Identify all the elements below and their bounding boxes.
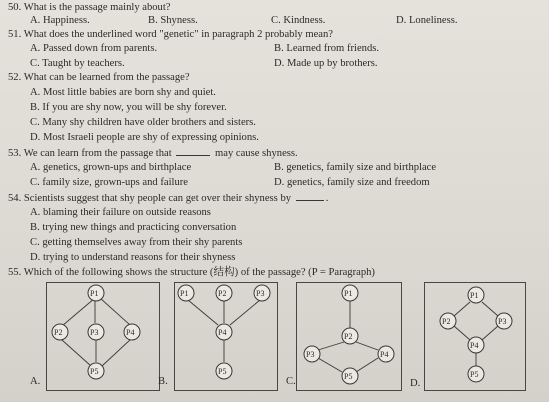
q53-stem-before: 53. We can learn from the passage that xyxy=(8,148,172,159)
svg-text:P2: P2 xyxy=(218,289,227,298)
diagram-d-edge-p1-p2 xyxy=(454,302,470,316)
svg-text:P4: P4 xyxy=(380,350,389,359)
q54-option-a: A. blaming their failure on outside reasons xyxy=(30,207,211,218)
diagram-b-label: B. xyxy=(158,376,168,387)
diagram-b-edge-p3-p4 xyxy=(230,300,260,325)
q50-option-d: D. Loneliness. xyxy=(396,15,458,26)
svg-text:P1: P1 xyxy=(180,289,189,298)
diagram-b-node-p4 xyxy=(216,324,232,340)
svg-text:P3: P3 xyxy=(306,350,315,359)
diagram-c-node-p4 xyxy=(378,346,394,362)
diagram-d-edge-p3-p4 xyxy=(482,326,498,340)
svg-text:P2: P2 xyxy=(54,328,63,337)
diagram-a-edge-p4-p5 xyxy=(102,339,131,366)
question-51-stem: 51. What does the underlined word "genetic" in paragraph 2 probably mean? xyxy=(8,29,333,40)
q53-stem-after: may cause shyness. xyxy=(215,148,298,159)
diagram-a-node-p1 xyxy=(88,285,104,301)
question-55-stem: 55. Which of the following shows the structure (结构) of the passage? (P = Paragraph) xyxy=(8,267,375,278)
diagram-c-label: C. xyxy=(286,376,296,387)
svg-text:P4: P4 xyxy=(218,328,227,337)
diagram-d-node-p4 xyxy=(468,337,484,353)
diagram-c-node-p5 xyxy=(342,368,358,384)
structure-diagram-a xyxy=(46,282,160,394)
diagram-c-edge-p2-p4 xyxy=(356,342,378,350)
q53-option-d: D. genetics, family size and freedom xyxy=(274,177,430,188)
q50-option-a: A. Happiness. xyxy=(30,15,90,26)
q54-stem-after: . xyxy=(325,193,329,204)
diagram-a-node-p5 xyxy=(88,363,104,379)
diagram-d-label: D. xyxy=(410,378,421,389)
structure-diagram-c xyxy=(296,282,402,394)
q50-option-c: C. Kindness. xyxy=(271,15,326,26)
diagram-d-node-p1 xyxy=(468,287,484,303)
svg-text:P1: P1 xyxy=(90,289,99,298)
svg-text:P3: P3 xyxy=(256,289,265,298)
svg-text:P1: P1 xyxy=(344,289,353,298)
diagram-c-node-p1 xyxy=(342,285,358,301)
q54-answer-blank xyxy=(296,192,324,201)
q53-option-c: C. family size, grown-ups and failure xyxy=(30,177,188,188)
q53-option-b: B. genetics, family size and birthplace xyxy=(274,162,437,173)
q54-option-c: C. getting themselves away from their shy parents xyxy=(30,237,243,248)
svg-text:P3: P3 xyxy=(90,328,99,337)
diagram-c-node-p2 xyxy=(342,328,358,344)
diagram-c-edge-p2-p3 xyxy=(318,342,344,350)
svg-text:P3: P3 xyxy=(498,317,507,326)
diagram-d-node-p5 xyxy=(468,366,484,382)
diagram-d-edge-p1-p3 xyxy=(482,302,498,316)
structure-diagram-b xyxy=(174,282,278,394)
q52-option-c: C. Many shy children have older brothers and sisters. xyxy=(30,117,256,128)
svg-text:P5: P5 xyxy=(218,367,227,376)
diagram-a-edge-p2-p5 xyxy=(62,340,91,366)
diagram-a-label: A. xyxy=(30,376,41,387)
diagram-d-edge-p2-p4 xyxy=(454,326,470,340)
svg-text:P2: P2 xyxy=(344,332,353,341)
svg-text:P5: P5 xyxy=(344,372,353,381)
diagram-c-edge-p3-p5 xyxy=(318,358,342,372)
diagram-b-node-p2 xyxy=(216,285,232,301)
diagram-d-node-p3 xyxy=(496,313,512,329)
structure-diagram-d xyxy=(424,282,526,394)
question-53-stem xyxy=(8,147,298,160)
svg-text:P2: P2 xyxy=(442,317,451,326)
q52-option-d: D. Most Israeli people are shy of expressing opinions. xyxy=(30,132,259,143)
svg-text:P4: P4 xyxy=(470,341,479,350)
q54-option-d: D. trying to understand reasons for their shyness xyxy=(30,252,236,263)
diagram-b-edge-p1-p4 xyxy=(188,300,218,325)
diagram-b-node-p5 xyxy=(216,363,232,379)
q54-option-b: B. trying new things and practicing conversation xyxy=(30,222,237,233)
svg-text:P5: P5 xyxy=(90,367,99,376)
diagram-a-edge-p1-p2 xyxy=(62,298,95,326)
diagram-c-edge-p4-p5 xyxy=(356,358,378,372)
diagram-a-edge-p1-p4 xyxy=(100,298,130,325)
q52-option-a: A. Most little babies are born shy and quiet. xyxy=(30,87,216,98)
diagram-a-node-p3 xyxy=(88,324,104,340)
diagram-b-node-p1 xyxy=(178,285,194,301)
q53-answer-blank xyxy=(176,147,210,156)
svg-text:P4: P4 xyxy=(126,328,135,337)
question-50-stem: 50. What is the passage mainly about? xyxy=(8,2,171,13)
q52-option-b: B. If you are shy now, you will be shy forever. xyxy=(30,102,227,113)
question-52-stem: 52. What can be learned from the passage? xyxy=(8,72,190,83)
q51-option-a: A. Passed down from parents. xyxy=(30,43,158,54)
question-54-stem xyxy=(8,192,328,205)
svg-text:P1: P1 xyxy=(470,291,479,300)
diagram-d-node-p2 xyxy=(440,313,456,329)
q54-stem-before: 54. Scientists suggest that shy people can get over their shyness by xyxy=(8,193,292,204)
q51-option-c: C. Taught by teachers. xyxy=(30,58,125,69)
svg-text:P5: P5 xyxy=(470,370,479,379)
diagram-b-node-p3 xyxy=(254,285,270,301)
diagram-c-node-p3 xyxy=(304,346,320,362)
q51-option-b: B. Learned from friends. xyxy=(274,43,380,54)
q50-option-b: B. Shyness. xyxy=(148,15,198,26)
diagram-a-node-p4 xyxy=(124,324,140,340)
q51-option-d: D. Made up by brothers. xyxy=(274,58,378,69)
q53-option-a: A. genetics, grown-ups and birthplace xyxy=(30,162,192,173)
diagram-a-node-p2 xyxy=(52,324,68,340)
